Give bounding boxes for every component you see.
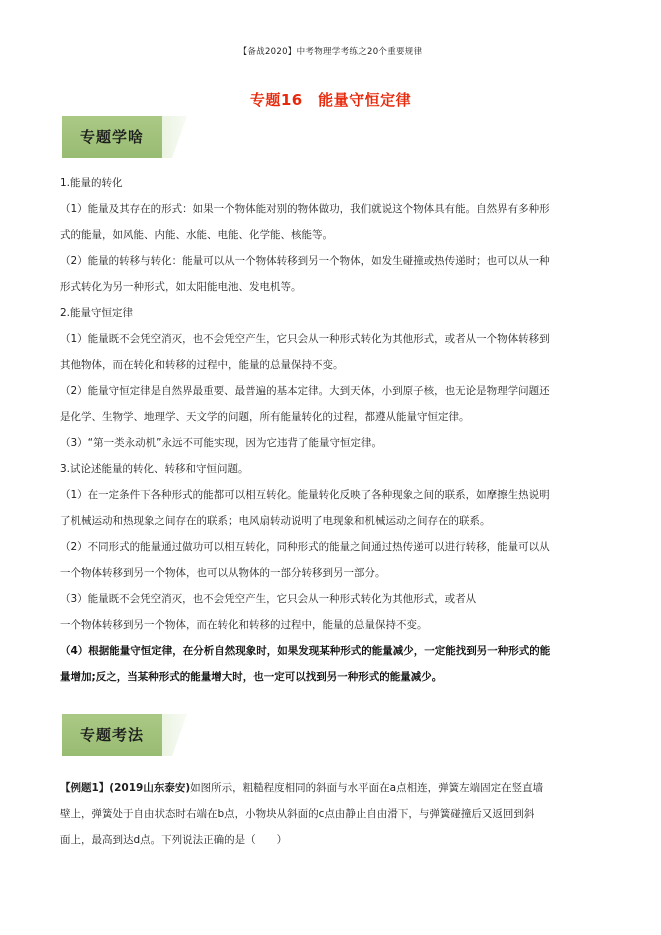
text-line: 是化学、生物学、地理学、天文学的问题，所有能量转化的过程，都遵从能量守恒定律。 bbox=[60, 411, 470, 423]
text-line-bold: （4）根据能量守恒定律，在分析自然现象时，如果发现某种形式的能量减少，一定能找到另一种形式的能 bbox=[60, 645, 551, 657]
text-line: 1.能量的转化 bbox=[60, 177, 123, 189]
page-title: 专题16 能量守恒定律 bbox=[249, 91, 412, 109]
text-line: 了机械运动和热现象之间存在的联系；电风扇转动说明了电现象和机械运动之间存在的联系。 bbox=[60, 515, 491, 527]
example-line: 壁上，弹簧处于自由状态时右端在b点，小物块从斜面的c点由静止自由滑下，与弹簧碰撞后又返回到斜 bbox=[60, 808, 535, 820]
text-line: 2.能量守恒定律 bbox=[60, 307, 134, 319]
section-label-exam: 专题考法 bbox=[80, 726, 145, 744]
text-line: （3）“第一类永动机”永远不可能实现，因为它违背了能量守恒定律。 bbox=[60, 437, 383, 449]
text-line: 一个物体转移到另一个物体，而在转化和转移的过程中，能量的总量保持不变。 bbox=[60, 619, 428, 631]
text-line: （1）能量及其存在的形式：如果一个物体能对别的物体做功，我们就说这个物体具有能。自然界有多种形 bbox=[60, 203, 550, 215]
example-text: 如图所示，粗糙程度相同的斜面与水平面在a点相连，弹簧左端固定在竖直墙 bbox=[190, 782, 544, 794]
section-banner-exam bbox=[62, 714, 187, 756]
page-header: 【备战2020】中考物理学考练之20个重要规律 bbox=[238, 47, 423, 57]
section-banner-learn bbox=[62, 116, 187, 158]
text-line: （2）能量的转移与转化：能量可以从一个物体转移到另一个物体，如发生碰撞或热传递时；也可以从一种 bbox=[60, 255, 550, 267]
example-line bbox=[60, 781, 543, 795]
text-line: （2）能量守恒定律是自然界最重要、最普遍的基本定律。大到天体，小到原子核，也无论是物理学问题还 bbox=[60, 385, 550, 397]
text-line: 3.试论述能量的转化、转移和守恒问题。 bbox=[60, 463, 249, 475]
text-line: 式的能量，如风能、内能、水能、电能、化学能、核能等。 bbox=[60, 229, 333, 241]
example-label: 【例题1】(2019山东泰安) bbox=[60, 782, 191, 794]
text-line: （3）能量既不会凭空消灭，也不会凭空产生，它只会从一种形式转化为其他形式，或者从 bbox=[60, 593, 477, 605]
section-label-learn: 专题学啥 bbox=[80, 128, 145, 146]
text-line: （1）在一定条件下各种形式的能都可以相互转化。能量转化反映了各种现象之间的联系，如摩擦生热说明 bbox=[60, 489, 550, 501]
text-line: 形式转化为另一种形式，如太阳能电池、发电机等。 bbox=[60, 281, 302, 293]
text-line: （1）能量既不会凭空消灭，也不会凭空产生，它只会从一种形式转化为其他形式，或者从一个物体转移到 bbox=[60, 333, 550, 345]
text-line-bold: 量增加;反之，当某种形式的能量增大时，也一定可以找到另一种形式的能量减少。 bbox=[60, 671, 443, 683]
text-line: （2）不同形式的能量通过做功可以相互转化，同种形式的能量之间通过热传递可以进行转移，能量可以从 bbox=[60, 541, 550, 553]
example-line: 面上，最高到达d点。下列说法正确的是（ ） bbox=[60, 834, 288, 846]
text-line: 其他物体，而在转化和转移的过程中，能量的总量保持不变。 bbox=[60, 359, 344, 371]
text-line: 一个物体转移到另一个物体，也可以从物体的一部分转移到另一部分。 bbox=[60, 567, 386, 579]
